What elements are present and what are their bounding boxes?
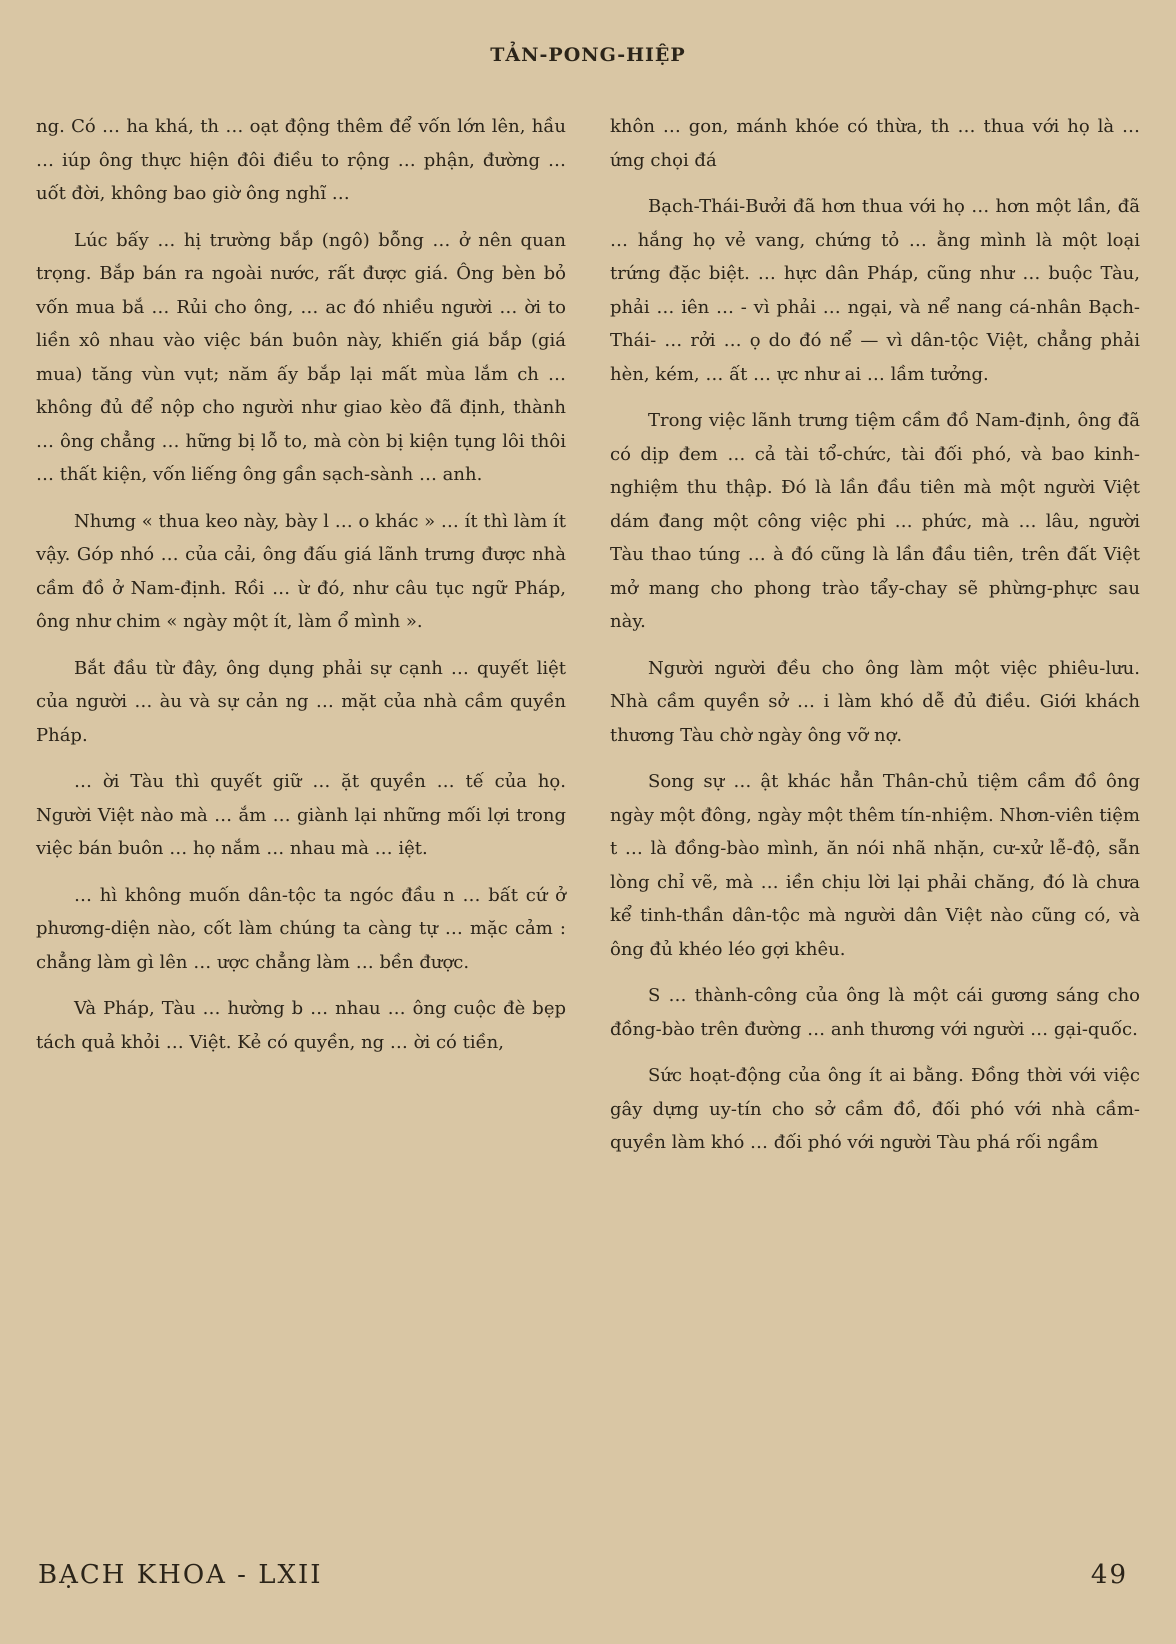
paragraph: Sức hoạt-động của ông ít ai bằng. Đồng thời với việc gây dựng uy-tín cho sở cầm đồ, đối phó với nhà cầm-quyền làm khó … đối phó với người Tàu phá rối ngầm [610,1065,1140,1153]
paragraph: Bạch-Thái-Bưởi đã hơn thua với họ … hơn một lần, đã … hắng họ vẻ vang, chứng tỏ … ằng mình là một loại trứng đặc biệt. … hực dân Pháp, cũng như … buộc Tàu, phải … iên … - vì phải … ngại, và nể nang cá-nhân Bạch-Thái- … rởi … ọ do đó nể — vì dân-tộc Việt, chẳng phải hèn, kém, … ất … ực như ai … lầm tưởng. [610,196,1140,385]
paragraph: Trong việc lãnh trưng tiệm cầm đồ Nam-định, ông đã có dịp đem … cả tài tổ-chức, tài đối phó, và bao kinh-nghiệm thu thập. Đó là lần đầu tiên mà một người Việt dám đang một công việc phi … phức, mà … lâu, người Tàu thao túng … à đó cũng là lần đầu tiên, trên đất Việt mở mang cho phong trào tẩy-chay sẽ phừng-phực sau này. [610,410,1140,632]
paragraph: … hì không muốn dân-tộc ta ngóc đầu n … bất cứ ở phương-diện nào, cốt làm chúng ta càng tự … mặc cảm : chẳng làm gì lên … ược chẳng làm … bền được. [36,884,566,973]
paragraph: S … thành-công của ông là một cái gương sáng cho đồng-bào trên đường … anh thương với người … gại-quốc. [610,985,1140,1040]
paragraph: … ời Tàu thì quyết giữ … ặt quyền … tế của họ. Người Việt nào mà … ắm … giành lại những mối lợi trong việc bán buôn … họ nắm … nhau mà … iệt. [36,771,566,859]
paragraph: Người người đều cho ông làm một việc phiêu-lưu. Nhà cầm quyền sở … i làm khó dễ đủ điều. Giới khách thương Tàu chờ ngày ông vỡ nợ. [610,657,1140,746]
paragraph: khôn … gon, mánh khóe có thừa, th … thua với họ là … ứng chọi đá [610,116,1140,171]
right-column [610,110,1140,1173]
paragraph: Lúc bấy … hị trường bắp (ngô) bỗng … ở nên quan trọng. Bắp bán ra ngoài nước, rất được giá. Ông bèn bỏ vốn mua bắ … Rủi cho ông, … ac đó nhiều người … ời to liền xô nhau vào việc bán buôn này, khiến giá bắp (giá mua) tăng vùn vụt; năm ấy bắp lại mất mùa lắm ch … không đủ để nộp cho người như giao kèo đã định, thành … ông chẳng … hững bị lỗ to, mà còn bị kiện tụng lôi thôi … thất kiện, vốn liếng ông gần sạch-sành … anh. [36,229,566,485]
running-header: TẢN-PONG-HIỆP [490,44,686,66]
paragraph: Nhưng « thua keo này, bày l … o khác » … ít thì làm ít vậy. Góp nhó … của cải, ông đấu giá lãnh trưng được nhà cầm đồ ở Nam-định. Rồi … ừ đó, như câu tục ngữ Pháp, ông như chim « ngày một ít, làm ổ mình ». [36,510,566,632]
paragraph: Song sự … ật khác hẳn Thân-chủ tiệm cầm đồ ông ngày một đông, ngày một thêm tín-nhiệm. Nhơn-viên tiệm t … là đồng-bào mình, ăn nói nhã nhặn, cư-xử lễ-độ, sẵn lòng chỉ vẽ, mà … iền chịu lời lại phải chăng, đó là chưa kể tinh-thần dân-tộc mà người dân Việt nào cũng có, và ông đủ khéo léo gợi khêu. [610,771,1140,960]
left-column [36,110,566,1072]
paragraph: Và Pháp, Tàu … hường b … nhau … ông cuộc đè bẹp tách quả khỏi … Việt. Kẻ có quyền, ng … ời có tiền, [36,998,566,1053]
paragraph: Bắt đầu từ đây, ông dụng phải sự cạnh … quyết liệt của người … àu và sự cản ng … mặt của nhà cầm quyền Pháp. [36,657,566,746]
paragraph: ng. Có … ha khá, th … oạt động thêm để vốn lớn lên, hầu … iúp ông thực hiện đôi điều to rộng … phận, đường … uốt đời, không bao giờ ông nghĩ … [36,116,566,204]
publication-name: BẠCH KHOA - LXII [38,1560,323,1590]
page-number: 49 [1090,1560,1128,1590]
